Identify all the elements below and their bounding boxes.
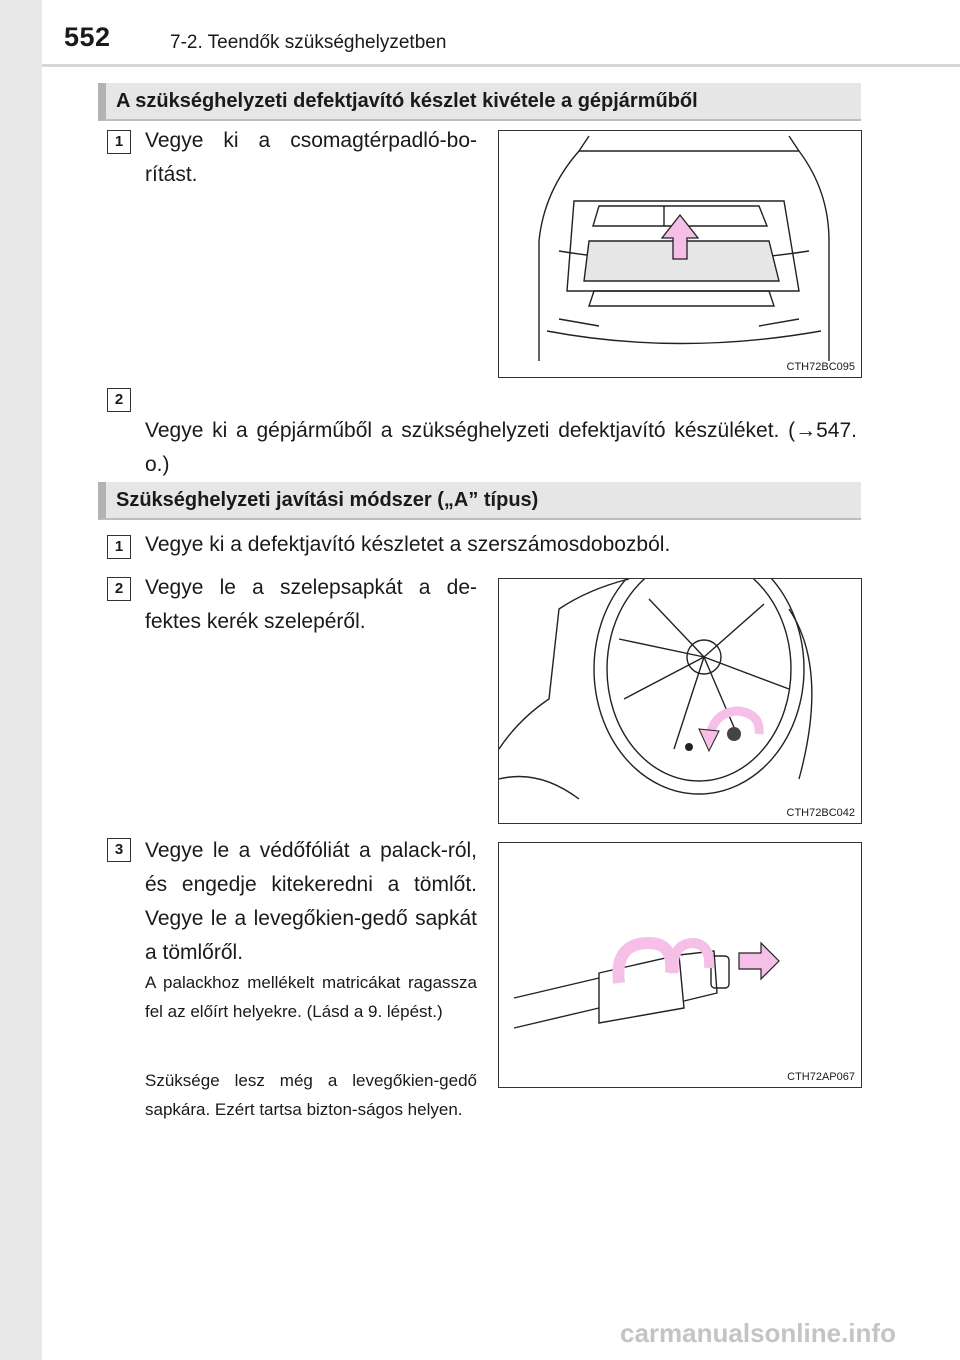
step-text: Vegye ki a gépjárműből a szükséghelyzeti defektjavító készüléket. (→547. o.) bbox=[145, 419, 857, 476]
step-number: 3 bbox=[107, 838, 131, 862]
header-divider bbox=[42, 64, 960, 67]
side-strip bbox=[0, 0, 42, 1360]
watermark: carmanualsonline.info bbox=[620, 1318, 896, 1348]
figure-code: CTH72BC042 bbox=[786, 807, 855, 819]
section-heading-kit-removal: A szükséghelyzeti defektjavító készlet kivétele a gépjárműből bbox=[98, 83, 861, 121]
figure-trunk bbox=[498, 130, 862, 378]
figure-code: CTH72AP067 bbox=[787, 1071, 855, 1083]
step-text: Vegye le a védőfóliát a palack-ról, és engedje kitekeredni a tömlőt. Vegye le a levegőkien-gedő sapkát a tömlőről. bbox=[145, 839, 477, 964]
step-number: 2 bbox=[107, 577, 131, 601]
step-number: 2 bbox=[107, 388, 131, 412]
figure-code: CTH72BC095 bbox=[786, 361, 855, 373]
figure-hose bbox=[498, 842, 862, 1088]
step-note: A palackhoz mellékelt matricákat ragassza fel az előírt helyekre. (Lásd a 9. lépést.) bbox=[145, 973, 477, 1021]
hose-illustration bbox=[499, 843, 861, 1087]
valve-cap-icon bbox=[685, 743, 693, 751]
step-text: Vegye ki a defektjavító készletet a szerszámosdobozból. bbox=[145, 533, 671, 556]
step-number: 1 bbox=[107, 535, 131, 559]
page-number: 552 bbox=[64, 22, 111, 52]
step-note: Szüksége lesz még a levegőkien-gedő sapkára. Ezért tartsa bizton-ságos helyen. bbox=[145, 1071, 477, 1119]
chapter-title: 7-2. Teendők szükséghelyzetben bbox=[170, 32, 447, 53]
wheel-illustration bbox=[499, 579, 861, 823]
step-text: Vegye ki a csomagtérpadló-bo-rítást. bbox=[145, 129, 477, 186]
step-text: Vegye le a szelepsapkát a de-fektes kerék szelepéről. bbox=[145, 576, 477, 633]
trunk-illustration bbox=[499, 131, 861, 377]
figure-valve-cap bbox=[498, 578, 862, 824]
right-arrow-icon bbox=[739, 943, 779, 979]
step-number: 1 bbox=[107, 130, 131, 154]
section-heading-repair-method: Szükséghelyzeti javítási módszer („A” típus) bbox=[98, 482, 861, 520]
